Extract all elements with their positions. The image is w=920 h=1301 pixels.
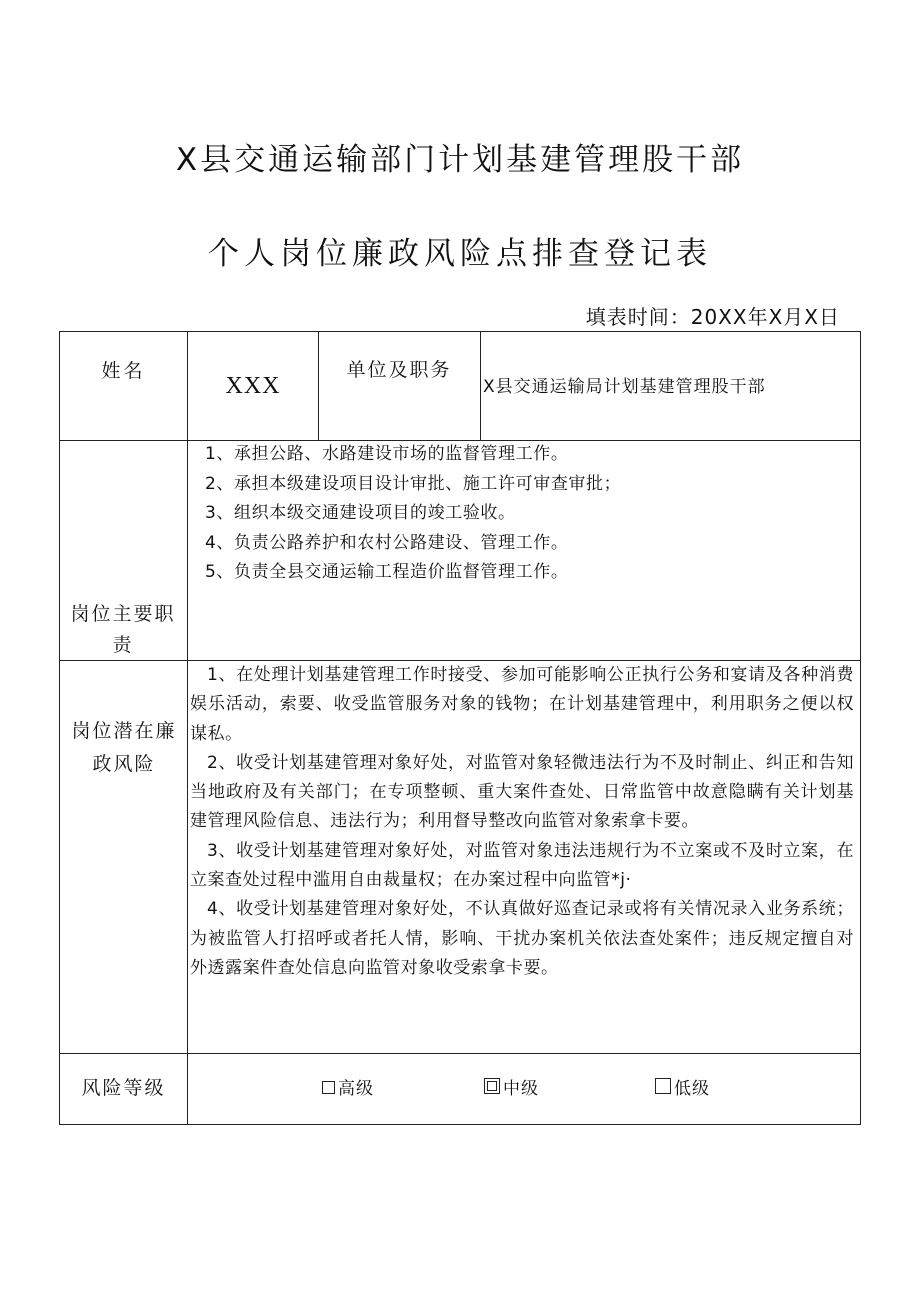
risk-level-low-label: 低级	[674, 1079, 710, 1099]
table-border-right	[860, 331, 861, 1125]
duty-item: 4、负责公路养护和农村公路建设、管理工作。	[205, 532, 569, 553]
unit-position-label: 单位及职务	[346, 359, 452, 381]
table-border-left	[59, 331, 60, 1125]
risk-level-low[interactable]	[655, 1076, 710, 1102]
table-divider-unit-col	[480, 331, 481, 441]
duty-item: 2、承担本级建设项目设计审批、施工许可审查审批；	[205, 473, 622, 494]
risk-level-high-label: 高级	[338, 1079, 374, 1099]
table-divider-name-col	[318, 331, 319, 441]
risk-level-high[interactable]	[322, 1076, 374, 1102]
duty-item: 5、负责全县交通运输工程造价监督管理工作。	[205, 562, 569, 582]
risk-item: 2、收受计划基建管理对象好处，对监管对象轻微违法行为不及时制止、纠正和告知当地政府及有关部门；在专项整顿、重大案件查处、日常监管中故意隐瞒有关计划基建管理风险信息、违法行为；利用督导整改向监管对象索拿卡要。	[190, 752, 854, 832]
unit-position-value: X县交通运输局计划基建管理股干部	[483, 377, 766, 397]
duty-item: 3、组织本级交通建设项目的竣工验收。	[205, 503, 516, 523]
risk-list	[190, 661, 854, 983]
risk-label: 岗位潜在廉政风险	[71, 720, 177, 775]
table-border-bottom	[59, 1124, 861, 1125]
duty-list	[205, 440, 855, 588]
table-border-top	[59, 331, 861, 332]
risk-item: 1、在处理计划基建管理工作时接受、参加可能影响公正执行公务和宴请及各种消费娱乐活动，索要、收受监管服务对象的钱物；在计划基建管理中，利用职务之便以权谋私。	[190, 665, 854, 744]
checkbox-checked-icon[interactable]	[484, 1078, 500, 1094]
document-title-line1: X县交通运输部门计划基建管理股干部	[175, 142, 745, 178]
duty-label: 岗位主要职责	[70, 603, 176, 656]
checkbox-empty-icon[interactable]	[322, 1081, 335, 1094]
name-value: XXX	[225, 373, 281, 399]
risk-level-medium-label: 中级	[503, 1079, 539, 1099]
duty-item: 1、承担公路、水路建设市场的监督管理工作。	[205, 444, 569, 464]
checkbox-empty-icon[interactable]	[655, 1078, 671, 1094]
risk-item: 3、收受计划基建管理对象好处，对监管对象违法违规行为不立案或不及时立案，在立案查处过程中滥用自由裁量权；在办案过程中向监管*j·	[190, 840, 854, 891]
table-divider-row3	[59, 1053, 861, 1054]
fill-date: 填表时间：20XX年X月X日	[585, 305, 840, 329]
document-title-line2: 个人岗位廉政风险点排查登记表	[208, 236, 712, 272]
risk-level-medium[interactable]	[484, 1076, 539, 1102]
name-label: 姓名	[101, 360, 146, 382]
risk-level-label: 风险等级	[81, 1077, 166, 1099]
table-divider-label-col	[187, 331, 188, 1125]
risk-item: 4、收受计划基建管理对象好处，不认真做好巡查记录或将有关情况录入业务系统；为被监管人打招呼或者托人情，影响、干扰办案机关依法查处案件；违反规定擅自对外透露案件查处信息向监管对象收受索拿卡要。	[190, 899, 854, 978]
